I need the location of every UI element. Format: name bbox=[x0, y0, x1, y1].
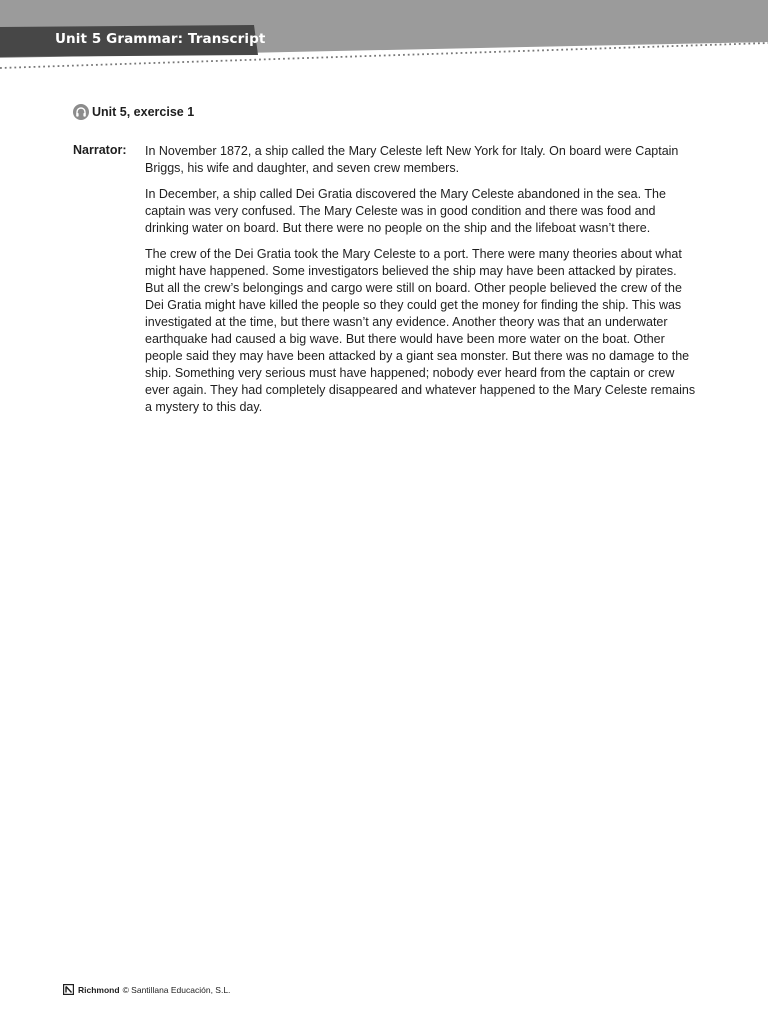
header-band bbox=[0, 0, 768, 70]
page-title: Unit 5 Grammar: Transcript bbox=[55, 31, 266, 47]
exercise-heading bbox=[73, 104, 194, 120]
exercise-heading-label: Unit 5, exercise 1 bbox=[92, 105, 195, 119]
footer-brand: Richmond bbox=[78, 984, 120, 995]
speaker-label: Narrator: bbox=[73, 143, 127, 157]
richmond-logo-icon bbox=[63, 984, 74, 995]
footer-copyright: © Santillana Educación, S.L. bbox=[122, 984, 231, 995]
headphones-icon bbox=[73, 104, 89, 120]
transcript-paragraph-2: In December, a ship called Dei Gratia discovered the Mary Celeste abandoned in the sea. The captain was very confused. The Mary Celeste was in good condition and there was food and drinking water on board. But there were no people on the ship and the lifeboat wasn’t there. bbox=[145, 187, 666, 235]
transcript-paragraph-3: The crew of the Dei Gratia took the Mary Celeste to a port. There were many theories about what might have happened. Some investigators believed the ship may have been attacked by pirates. But all the crew’s belongings and cargo were still on board. Other people believed the crew of the Dei Gratia might have killed the people so they could get the money for finding the ship. This was investigated at the time, but there wasn’t any evidence. Another theory was that an underwater earthquake had caused a big wave. But there would have been more water on the boat. Other people said they may have been attacked by a giant sea monster. But there was no damage to the ship. Something very serious must have happened; nobody ever heard from the captain or crew ever again. They had completely disappeared and whatever happened to the Mary Celeste remains a mystery to this day. bbox=[145, 247, 696, 414]
transcript-paragraph-1: In November 1872, a ship called the Mary Celeste left New York for Italy. On board were Captain Briggs, his wife and daughter, and seven crew members. bbox=[145, 144, 679, 175]
transcript-body bbox=[145, 143, 697, 425]
footer bbox=[63, 984, 230, 995]
